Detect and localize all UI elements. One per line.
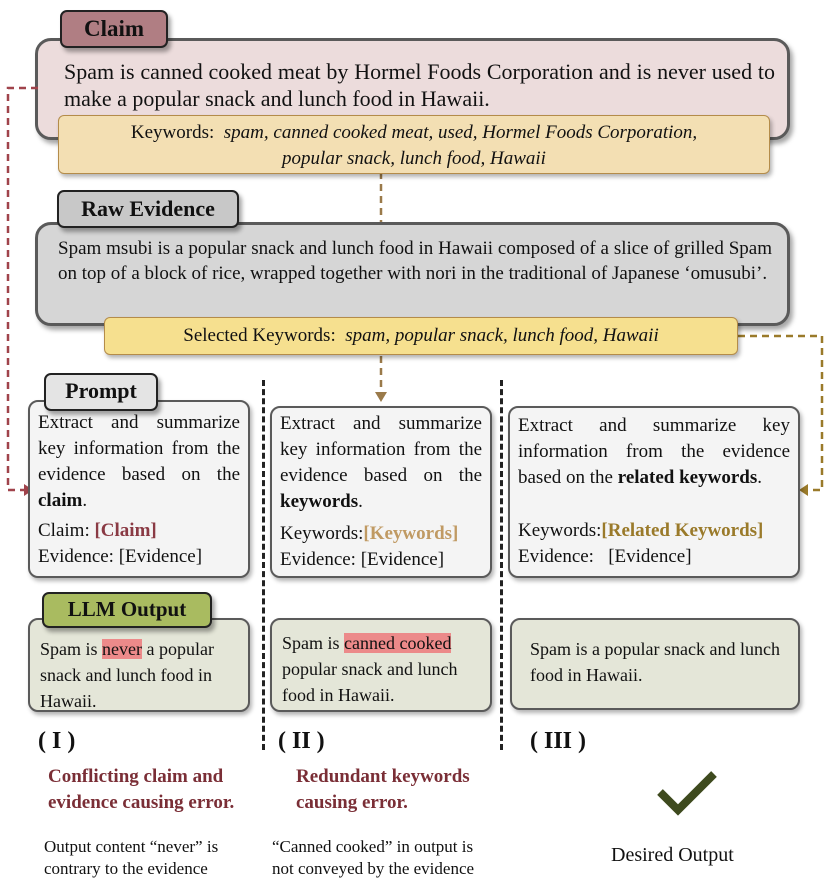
llm-output-tag: LLM Output [42, 592, 212, 628]
keywords-line2: popular snack, lunch food, Hawaii [282, 148, 546, 169]
output-box-2: Spam is canned cooked popular snack and lunch food in Hawaii. [270, 618, 492, 712]
output-box-3 [510, 618, 800, 710]
prompt-3-text: Extract and summarize key information from the evidence based on the related keywords. [518, 415, 790, 488]
related-arrowhead [799, 484, 808, 496]
evidence-text: Spam msubi is a popular snack and lunch food in Hawaii composed of a slice of grilled Spam on top of a block of rice, wrapped together with nori in the traditional of Japanese ‘omusubi’. [58, 238, 772, 284]
prompt-box-1 [28, 400, 250, 578]
claim-tag: Claim [60, 10, 168, 48]
claim-text: Spam is canned cooked meat by Hormel Foods Corporation and is never used to make a popular snack and lunch food in Hawaii. [64, 59, 775, 111]
prompt-tag: Prompt [44, 373, 158, 411]
prompt-3-keywords-field: Keywords:[Related Keywords] [518, 520, 764, 541]
output-3-text: Spam is a popular snack and lunch food in Hawaii. [530, 639, 780, 685]
numeral-1: ( I ) [38, 728, 76, 754]
prompt-1-text: Extract and summarize key information from the evidence based on the claim. [38, 412, 240, 511]
selected-label: Selected Keywords: [183, 325, 336, 346]
error-label-2: Redundant keywords causing error. [296, 766, 470, 813]
output-2-highlight: canned cooked [344, 633, 452, 653]
keywords-label: Keywords: [130, 122, 215, 143]
note-2: “Canned cooked” in output is not conveyed by the evidence [272, 837, 475, 878]
note-1: Output content “never” is contrary to the evidence [44, 837, 219, 878]
numeral-3: ( III ) [530, 728, 587, 754]
prompt-1-claim-field: Claim: [Claim] [38, 520, 157, 541]
prompt-box-3 [508, 406, 800, 578]
prompt-2-keywords-field: Keywords:[Keywords] [280, 523, 459, 544]
prompt-3-evidence-field: Evidence: [Evidence] [518, 546, 692, 567]
selected-keywords-box [104, 317, 738, 355]
claim-keywords-box [58, 115, 770, 174]
error-label-1: Conflicting claim and evidence causing error. [48, 766, 235, 813]
selected-arrowhead [375, 392, 387, 402]
prompt-2-text: Extract and summarize key information from the evidence based on the keywords. [280, 413, 482, 512]
prompt-2-evidence-field: Evidence: [Evidence] [280, 549, 445, 570]
selected-keywords: spam, popular snack, lunch food, Hawaii [345, 325, 659, 346]
prompt-1-evidence-field: Evidence: [Evidence] [38, 546, 203, 567]
numeral-2: ( II ) [278, 728, 325, 754]
output-1-highlight: never [102, 639, 142, 659]
prompt-box-2 [270, 406, 492, 578]
desired-output-label: Desired Output [611, 844, 734, 866]
output-box-1: Spam is never a popular snack and lunch food in Hawaii. [28, 618, 250, 712]
keywords-line1: spam, canned cooked meat, used, Hormel Foods Corporation, [223, 122, 698, 143]
evidence-tag: Raw Evidence [57, 190, 239, 228]
